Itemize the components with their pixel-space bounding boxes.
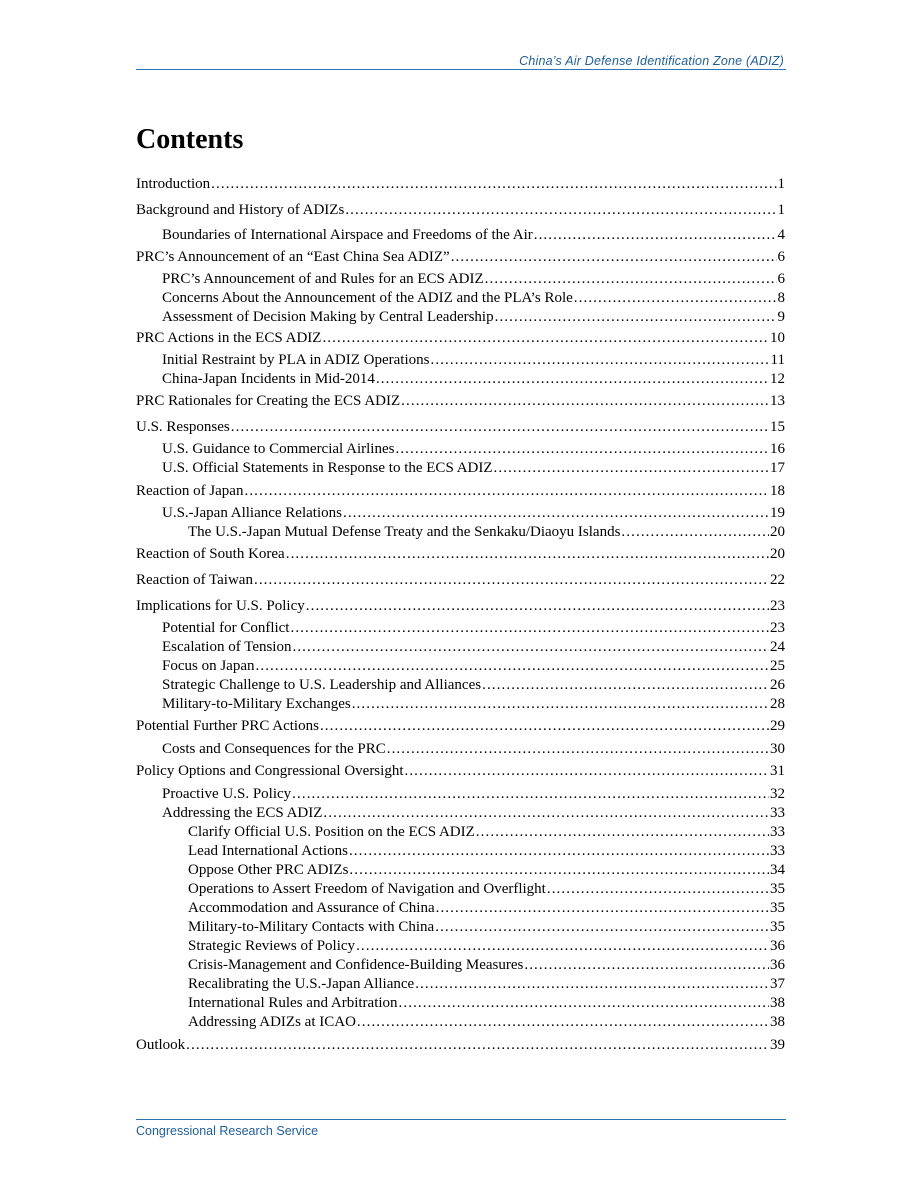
toc-entry-page: 6 bbox=[777, 271, 785, 287]
toc-entry-label: PRC Rationales for Creating the ECS ADIZ bbox=[136, 393, 401, 409]
toc-entry[interactable] bbox=[162, 657, 785, 676]
toc-entry-label: International Rules and Arbitration bbox=[188, 995, 398, 1011]
page-title: Contents bbox=[136, 124, 244, 155]
toc-leader-dots bbox=[485, 270, 777, 289]
toc-leader-dots bbox=[415, 975, 769, 994]
toc-entry-page: 16 bbox=[770, 441, 785, 457]
toc-leader-dots bbox=[286, 545, 769, 564]
footer-text: Congressional Research Service bbox=[136, 1124, 319, 1138]
toc-entry[interactable] bbox=[136, 201, 785, 220]
toc-leader-dots bbox=[231, 418, 769, 437]
toc-entry-page: 32 bbox=[770, 786, 785, 802]
toc-entry-label: Proactive U.S. Policy bbox=[162, 786, 292, 802]
toc-entry[interactable] bbox=[136, 545, 785, 564]
toc-entry[interactable] bbox=[188, 523, 785, 542]
toc-leader-dots bbox=[399, 994, 769, 1013]
toc-entry[interactable] bbox=[162, 459, 785, 478]
toc-entry-label: PRC’s Announcement of an “East China Sea ADIZ” bbox=[136, 249, 450, 265]
toc-entry-page: 24 bbox=[770, 639, 785, 655]
toc-entry[interactable] bbox=[162, 270, 785, 289]
toc-entry-label: Clarify Official U.S. Position on the ECS ADIZ bbox=[188, 824, 475, 840]
toc-entry-page: 17 bbox=[770, 460, 785, 476]
toc-leader-dots bbox=[482, 676, 769, 695]
toc-leader-dots bbox=[451, 248, 777, 267]
toc-entry-page: 26 bbox=[770, 677, 785, 693]
toc-entry-label: Focus on Japan bbox=[162, 658, 255, 674]
toc-entry-page: 10 bbox=[770, 330, 785, 346]
toc-entry-label: Reaction of South Korea bbox=[136, 546, 285, 562]
toc-entry[interactable] bbox=[136, 392, 785, 411]
toc-entry[interactable] bbox=[162, 695, 785, 714]
toc-leader-dots bbox=[345, 201, 776, 220]
toc-entry[interactable] bbox=[162, 440, 785, 459]
toc-leader-dots bbox=[376, 370, 769, 389]
toc-leader-dots bbox=[574, 289, 777, 308]
toc-entry-page: 33 bbox=[770, 843, 785, 859]
toc-entry-page: 4 bbox=[777, 227, 785, 243]
toc-entry-page: 23 bbox=[770, 620, 785, 636]
toc-entry-page: 36 bbox=[770, 957, 785, 973]
toc-entry[interactable] bbox=[188, 880, 785, 899]
toc-entry[interactable] bbox=[136, 329, 785, 348]
toc-leader-dots bbox=[244, 482, 769, 501]
toc-entry-page: 11 bbox=[770, 352, 785, 368]
header-title: China’s Air Defense Identification Zone (ADIZ) bbox=[519, 54, 784, 68]
toc-leader-dots bbox=[436, 899, 769, 918]
toc-entry[interactable] bbox=[136, 717, 785, 736]
toc-entry-page: 9 bbox=[777, 309, 785, 325]
toc-entry-page: 6 bbox=[777, 249, 785, 265]
toc-leader-dots bbox=[357, 1013, 769, 1032]
toc-entry-page: 15 bbox=[770, 419, 785, 435]
toc-entry[interactable] bbox=[188, 899, 785, 918]
toc-entry[interactable] bbox=[136, 175, 785, 194]
toc-entry[interactable] bbox=[188, 937, 785, 956]
toc-entry-label: Outlook bbox=[136, 1037, 186, 1053]
toc-entry-page: 34 bbox=[770, 862, 785, 878]
toc-entry-page: 25 bbox=[770, 658, 785, 674]
toc-entry[interactable] bbox=[188, 823, 785, 842]
toc-leader-dots bbox=[290, 619, 769, 638]
toc-entry[interactable] bbox=[162, 619, 785, 638]
toc-entry-label: U.S.-Japan Alliance Relations bbox=[162, 505, 342, 521]
toc-leader-dots bbox=[352, 695, 769, 714]
toc-leader-dots bbox=[186, 1036, 769, 1055]
toc-entry[interactable] bbox=[136, 418, 785, 437]
toc-entry-page: 36 bbox=[770, 938, 785, 954]
toc-leader-dots bbox=[254, 571, 769, 590]
toc-entry[interactable] bbox=[188, 994, 785, 1013]
toc-entry-page: 38 bbox=[770, 1014, 785, 1030]
toc-entry[interactable] bbox=[136, 762, 785, 781]
toc-entry[interactable] bbox=[162, 804, 785, 823]
toc-entry[interactable] bbox=[188, 918, 785, 937]
toc-entry-label: Lead International Actions bbox=[188, 843, 348, 859]
toc-leader-dots bbox=[401, 392, 769, 411]
toc-leader-dots bbox=[476, 823, 769, 842]
toc-entry-page: 33 bbox=[770, 824, 785, 840]
toc-leader-dots bbox=[292, 638, 769, 657]
toc-entry-label: Introduction bbox=[136, 176, 211, 192]
toc-entry-label: Potential for Conflict bbox=[162, 620, 290, 636]
toc-leader-dots bbox=[494, 459, 769, 478]
toc-leader-dots bbox=[404, 762, 769, 781]
toc-entry[interactable] bbox=[162, 308, 785, 327]
toc-entry[interactable] bbox=[136, 597, 785, 616]
toc-entry-page: 31 bbox=[770, 763, 785, 779]
toc-entry[interactable] bbox=[188, 1013, 785, 1032]
toc-entry[interactable] bbox=[162, 370, 785, 389]
toc-leader-dots bbox=[306, 597, 769, 616]
toc-entry-label: Background and History of ADIZs bbox=[136, 202, 345, 218]
toc-leader-dots bbox=[211, 175, 776, 194]
toc-entry-label: Oppose Other PRC ADIZs bbox=[188, 862, 349, 878]
toc-leader-dots bbox=[395, 440, 769, 459]
toc-entry-page: 35 bbox=[770, 900, 785, 916]
toc-entry-page: 12 bbox=[770, 371, 785, 387]
toc-entry-label: Escalation of Tension bbox=[162, 639, 292, 655]
toc-leader-dots bbox=[256, 657, 770, 676]
toc-leader-dots bbox=[435, 918, 769, 937]
toc-entry-page: 37 bbox=[770, 976, 785, 992]
toc-entry-label: Crisis-Management and Confidence-Building Measures bbox=[188, 957, 524, 973]
toc-leader-dots bbox=[534, 226, 777, 245]
toc-leader-dots bbox=[292, 785, 769, 804]
toc-leader-dots bbox=[343, 504, 769, 523]
toc-entry[interactable] bbox=[162, 226, 785, 245]
toc-leader-dots bbox=[547, 880, 769, 899]
toc-entry-page: 19 bbox=[770, 505, 785, 521]
toc-entry-page: 13 bbox=[770, 393, 785, 409]
toc-entry-label: Potential Further PRC Actions bbox=[136, 718, 319, 734]
toc-entry-label: Boundaries of International Airspace and Freedoms of the Air bbox=[162, 227, 533, 243]
toc-entry-page: 39 bbox=[770, 1037, 785, 1053]
toc-entry-label: China-Japan Incidents in Mid-2014 bbox=[162, 371, 375, 387]
toc-entry[interactable] bbox=[188, 861, 785, 880]
toc-entry-label: U.S. Guidance to Commercial Airlines bbox=[162, 441, 395, 457]
toc-entry[interactable] bbox=[162, 638, 785, 657]
toc-entry-page: 35 bbox=[770, 919, 785, 935]
toc-entry[interactable] bbox=[136, 482, 785, 501]
toc-entry[interactable] bbox=[188, 975, 785, 994]
toc-entry-label: Costs and Consequences for the PRC bbox=[162, 741, 386, 757]
toc-entry[interactable] bbox=[136, 571, 785, 590]
toc-entry[interactable] bbox=[188, 842, 785, 861]
toc-entry-page: 23 bbox=[770, 598, 785, 614]
toc-entry[interactable] bbox=[162, 740, 785, 759]
toc-entry-label: U.S. Responses bbox=[136, 419, 230, 435]
toc-entry[interactable] bbox=[136, 248, 785, 267]
toc-entry-page: 38 bbox=[770, 995, 785, 1011]
running-header bbox=[136, 52, 786, 70]
toc-entry-label: Policy Options and Congressional Oversight bbox=[136, 763, 404, 779]
toc-entry-page: 33 bbox=[770, 805, 785, 821]
toc-entry-label: Initial Restraint by PLA in ADIZ Operations bbox=[162, 352, 430, 368]
toc-leader-dots bbox=[320, 717, 769, 736]
toc-entry[interactable] bbox=[162, 676, 785, 695]
toc-entry-page: 20 bbox=[770, 546, 785, 562]
toc-entry-label: Strategic Challenge to U.S. Leadership and Alliances bbox=[162, 677, 482, 693]
toc-leader-dots bbox=[387, 740, 769, 759]
toc-entry-label: PRC Actions in the ECS ADIZ bbox=[136, 330, 322, 346]
toc-entry-label: Assessment of Decision Making by Central Leadership bbox=[162, 309, 494, 325]
toc-leader-dots bbox=[349, 861, 769, 880]
toc-entry-label: Concerns About the Announcement of the ADIZ and the PLA’s Role bbox=[162, 290, 573, 306]
toc-entry-label: Strategic Reviews of Policy bbox=[188, 938, 356, 954]
toc-entry-page: 22 bbox=[770, 572, 785, 588]
toc-entry-page: 18 bbox=[770, 483, 785, 499]
toc-entry[interactable] bbox=[162, 785, 785, 804]
toc-entry-label: Military-to-Military Contacts with China bbox=[188, 919, 435, 935]
toc-entry[interactable] bbox=[188, 956, 785, 975]
toc-leader-dots bbox=[495, 308, 777, 327]
toc-leader-dots bbox=[524, 956, 769, 975]
toc-entry-label: Accommodation and Assurance of China bbox=[188, 900, 435, 916]
toc-entry-page: 8 bbox=[777, 290, 785, 306]
toc-entry-page: 1 bbox=[777, 202, 785, 218]
toc-entry-label: Addressing the ECS ADIZ bbox=[162, 805, 323, 821]
toc-entry-label: Addressing ADIZs at ICAO bbox=[188, 1014, 356, 1030]
running-footer bbox=[136, 1119, 786, 1138]
toc-entry-page: 1 bbox=[777, 176, 785, 192]
toc-entry[interactable] bbox=[162, 351, 785, 370]
toc-entry-page: 28 bbox=[770, 696, 785, 712]
toc-entry-page: 35 bbox=[770, 881, 785, 897]
toc-leader-dots bbox=[621, 523, 769, 542]
toc-entry-label: Recalibrating the U.S.-Japan Alliance bbox=[188, 976, 415, 992]
toc-entry[interactable] bbox=[162, 289, 785, 308]
toc-entry-label: Operations to Assert Freedom of Navigation and Overflight bbox=[188, 881, 546, 897]
toc-leader-dots bbox=[323, 804, 769, 823]
toc-entry-page: 29 bbox=[770, 718, 785, 734]
toc-entry-label: U.S. Official Statements in Response to the ECS ADIZ bbox=[162, 460, 493, 476]
toc-entry-label: PRC’s Announcement of and Rules for an ECS ADIZ bbox=[162, 271, 484, 287]
toc-entry-page: 30 bbox=[770, 741, 785, 757]
toc-leader-dots bbox=[356, 937, 769, 956]
toc-leader-dots bbox=[430, 351, 769, 370]
toc-entry[interactable] bbox=[136, 1036, 785, 1055]
toc-entry-label: Military-to-Military Exchanges bbox=[162, 696, 351, 712]
toc-entry-label: Implications for U.S. Policy bbox=[136, 598, 305, 614]
toc-leader-dots bbox=[349, 842, 769, 861]
toc-entry[interactable] bbox=[162, 504, 785, 523]
toc-entry-page: 20 bbox=[770, 524, 785, 540]
toc-entry-label: Reaction of Taiwan bbox=[136, 572, 253, 588]
toc-leader-dots bbox=[322, 329, 769, 348]
toc-entry-label: The U.S.-Japan Mutual Defense Treaty and the Senkaku/Diaoyu Islands bbox=[188, 524, 621, 540]
toc-entry-label: Reaction of Japan bbox=[136, 483, 244, 499]
